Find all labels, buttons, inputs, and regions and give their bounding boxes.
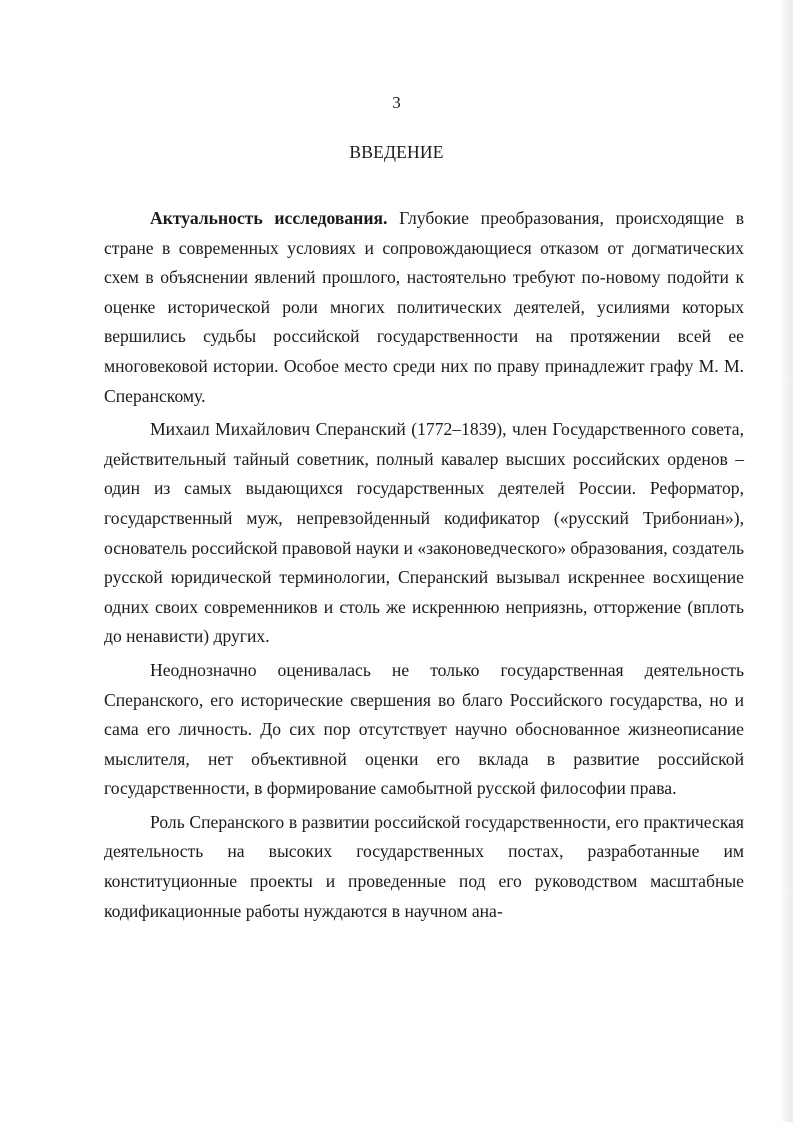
paragraph-text: Глубокие преобразования, происходящие в стране в современных условиях и сопровождающиеся отказом от догматических схем в объяснении явлений прошлого, настоятельно требуют по-новому подойти к оценке исторической роли многих политических деятелей, усилиями которых вершились судьбы российской государственности на протяжении всей ее многовековой истории. Особое место среди них по праву принадлежит графу М. М. Сперанскому.	[104, 208, 744, 406]
paragraph-text: Михаил Михайлович Сперанский (1772–1839), член Государственного совета, действительный тайный советник, полный кавалер высших российских орденов – один из самых выдающихся государственных деятелей России. Реформатор, государственный муж, непревзойденный кодификатор («русский Трибониан»), основатель российской правовой науки и «законоведческого» образования, создатель русской юридической терминологии, Сперанский вызывал искреннее восхищение одних своих современников и столь же искреннюю неприязнь, отторжение (вплоть до ненависти) других.	[104, 419, 744, 647]
page-number: 3	[392, 93, 401, 112]
body-text	[104, 204, 744, 930]
paragraph-1	[104, 204, 744, 411]
paragraph-lead: Актуальность исследования.	[150, 208, 388, 228]
paragraph-2	[104, 415, 744, 652]
scan-edge-shadow	[779, 0, 793, 1122]
paragraph-3	[104, 656, 744, 804]
paragraph-text: Роль Сперанского в развитии российской государственности, его практическая деятельность на высоких государственных постах, разработанные им конституционные проекты и проведенные под его руководством масштабные кодификационные работы нуждаются в научном ана-	[104, 811, 744, 921]
paragraph-text: Неоднозначно оценивалась не только государственная деятельность Сперанского, его исторические свершения во благо Российского государства, но и сама его личность. До сих пор отсутствует научно обоснованное жизнеописание мыслителя, нет объективной оценки его вклада в развитие российской государственности, в формирование самобытной русской философии права.	[104, 659, 744, 799]
section-heading: ВВЕДЕНИЕ	[349, 142, 444, 162]
paragraph-4	[104, 808, 744, 926]
